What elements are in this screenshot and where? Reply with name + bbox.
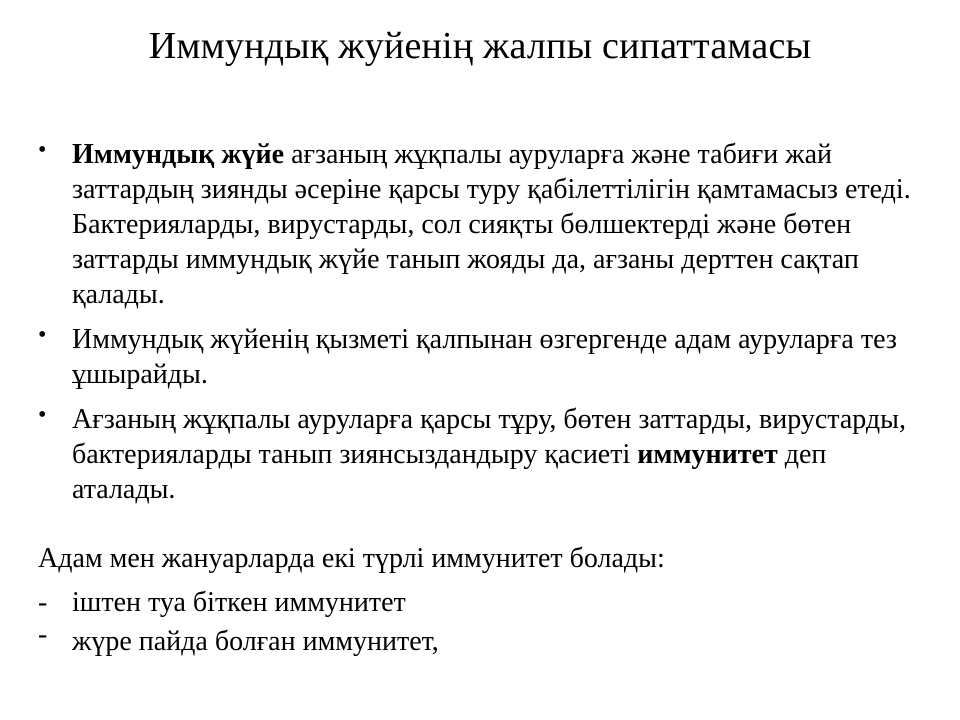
bullet-item-immunity-definition [38,402,918,507]
bullet-bold-term: иммунитет [637,439,778,470]
bullet-text-before: Ағзаның жұқпалы ауруларға қарсы тұру, бөтен заттарды, вирустарды, бактерияларды танып зиянсыздандыру қасиеті [72,404,906,470]
immunity-type-label: жүре пайда болған иммунитет, [72,626,439,657]
dash-marker-icon: - [38,587,48,618]
bullet-text: ағзаның жұқпалы ауруларға және табиғи жай заттардың зиянды әсеріне қарсы туру қабілеттілігін қамтамасыз етеді. Бактерияларды, вирустарды, сол сияқты бөлшектерді және бөтен заттарды иммундық жүйе танып жояды да, ағзаны дерттен сақтап қалады. [72,139,911,310]
slide-title: Иммундық жуйенің жалпы сипаттамасы [148,25,812,67]
immunity-types-list [38,585,918,663]
immunity-type-acquired [38,619,918,659]
dash-marker-icon: - [38,619,48,650]
bullet-text-after: деп аталады. [72,439,827,505]
bullet-bold-term: Иммундық жүйе [72,139,285,170]
bullet-item-immune-system [38,137,918,312]
bullet-dot-icon: • [38,402,47,428]
bullet-dot-icon: • [38,322,47,348]
immunity-type-label: іштен туа біткен иммунитет [72,587,406,618]
bullet-item-immune-dysfunction [38,322,918,392]
bullet-list [38,137,918,517]
immunity-types-intro: Адам мен жануарларда екі түрлі иммунитет болады: [38,543,665,574]
bullet-dot-icon: • [38,137,47,163]
bullet-text: Иммундық жүйенің қызметі қалпынан өзгергенде адам ауруларға тез ұшырайды. [72,324,897,390]
immunity-type-innate [38,585,918,620]
